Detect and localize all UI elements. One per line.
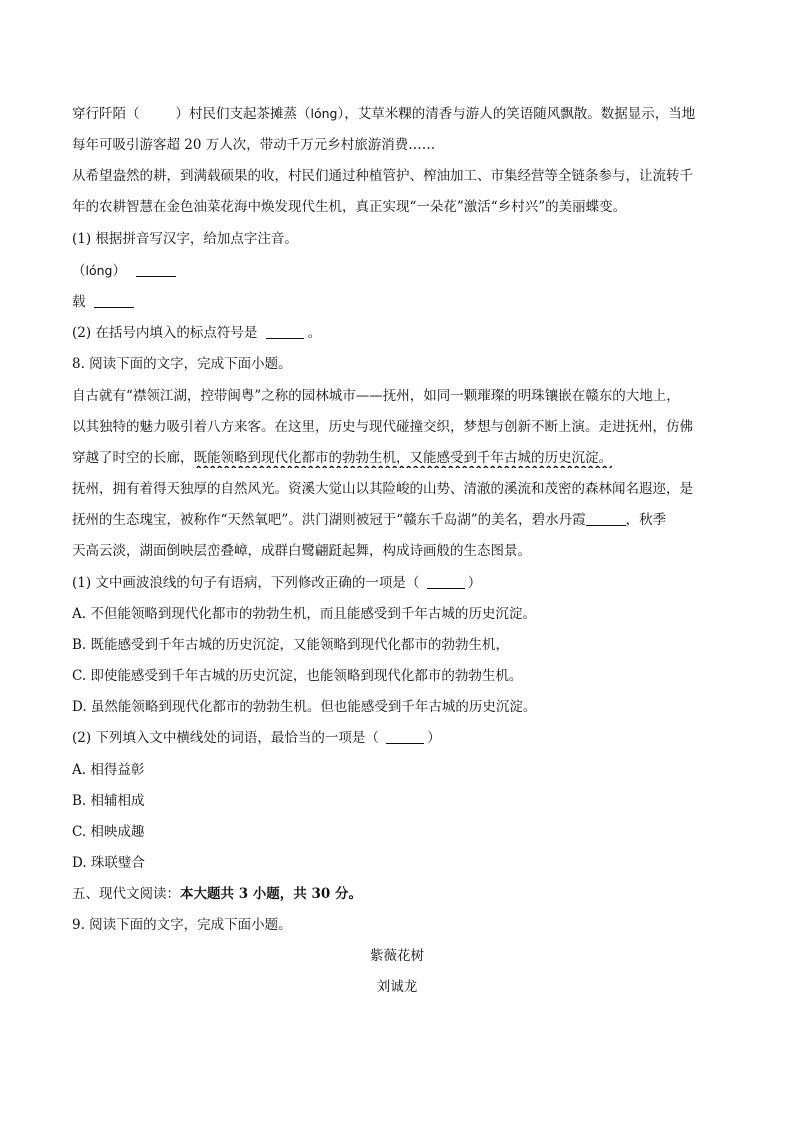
option-d: D. 虽然能领略到现代化都市的勃勃生机。但也能感受到千年古城的历史沉淀。 [72,699,537,715]
article-author: 刘诚龙 [376,979,418,995]
text-segment: 抚州的生态瑰宝，被称作“天然氧吧”。洪门湖则被冠于“赣东千岛湖”的美名，碧水丹霞 [72,512,586,528]
text-segment: ）村民们支起茶摊蒸（ [175,106,311,122]
answer-blank[interactable] [427,574,465,589]
answer-blank[interactable] [94,293,134,308]
option-c: C. 即使能感受到千年古城的历史沉淀，也能领略到现代化都市的勃勃生机。 [72,668,523,684]
wavy-underlined-sentence: 既能领略到现代化都市的勃勃生机，又能感受到千年古城的历史沉淀。 [193,450,612,466]
q8-p2-line-3: 天高云淡，湖面倒映层峦叠嶂，成群白鹭翩跹起舞，构成诗画般的生态图景。 [72,543,531,559]
paren-open: （ [72,263,86,279]
passage1-line-2: 每年可吸引游客超 20 万人次，带动千万元乡村旅游消费…… [72,137,436,153]
option-d: D. 珠联璧合 [72,855,145,871]
section-info: 本大题共 3 小题，共 30 分。 [180,886,362,902]
text-segment: ），艾草米粿的清香与游人的笑语随风飘散。数据显示，当地 [337,106,696,122]
char-text: 载 [72,294,86,310]
q8-sub2 [72,728,732,748]
text-segment: 穿越了时空的长廊， [72,450,194,466]
section-heading [72,884,732,904]
q8-p2-line-2 [72,510,732,530]
q7-char-item [72,292,732,312]
q8-p1-line-3 [72,448,732,468]
section-title: 五、现代文阅读： [72,886,180,902]
text-segment: 穿行阡陌（ [72,106,140,122]
option-b: B. 既能感受到千年古城的历史沉淀，又能领略到现代化都市的勃勃生机， [72,637,510,653]
passage1-line-3: 从希望盎然的耕，到满载硕果的收，村民们通过种植管护、榨油加工、市集经营等全链条参与，让流转千 [72,168,693,184]
passage1-line-1 [72,104,732,124]
paren-close: ） [427,730,441,746]
question-text: (2) 下列填入文中横线处的词语，最恰当的一项是（ [72,730,379,746]
pinyin-annotation: lóng [310,106,338,121]
text-segment: ，秋季 [625,512,667,528]
q8-p2-line-1: 抚州，拥有着得天独厚的自然风光。资溪大觉山以其险峻的山势、清澈的溪流和茂密的森林闻名遐迩，是 [72,481,693,497]
passage1-line-4: 年的农耕智慧在金色油菜花海中焕发现代生机，真正实现“一朵花”激活“乡村兴”的美丽蝶变。 [72,199,627,215]
paren-close: ） [467,575,482,591]
answer-blank[interactable] [266,324,304,339]
option-a: A. 不但能领略到现代化都市的勃勃生机，而且能感受到千年古城的历史沉淀。 [72,606,536,622]
q8-p1-line-2: 以其独特的魅力吸引着八方来客。在这里，历史与现代碰撞交织，梦想与创新不断上演。走进抚州，仿佛 [72,419,693,435]
q9-title: 9. 阅读下面的文字，完成下面小题。 [72,917,292,933]
option-a: A. 相得益彰 [72,762,145,778]
option-b: B. 相辅相成 [72,793,145,809]
question-text: (2) 在括号内填入的标点符号是 [72,325,258,341]
pinyin-text: lóng [85,263,113,278]
paren-close: ） [112,263,126,279]
article-title: 紫薇花树 [370,948,424,964]
period: 。 [307,325,322,341]
question-text: (1) 文中画波浪线的句子有语病，下列修改正确的一项是（ [72,575,420,591]
q7-sub2 [72,323,732,343]
answer-blank[interactable] [386,729,424,744]
q8-sub1 [72,573,732,593]
option-c: C. 相映成趣 [72,824,145,840]
q7-pinyin-item [72,261,732,281]
answer-blank[interactable] [136,262,176,277]
q8-title: 8. 阅读下面的文字，完成下面小题。 [72,356,292,372]
q8-p1-line-1: 自古就有“襟领江湖，控带闽粤”之称的园林城市——抚州，如同一颗璀璨的明珠镶嵌在赣东的大地上， [72,388,680,404]
q7-sub1: (1) 根据拼音写汉字，给加点字注音。 [72,231,298,247]
answer-blank[interactable] [586,511,626,526]
